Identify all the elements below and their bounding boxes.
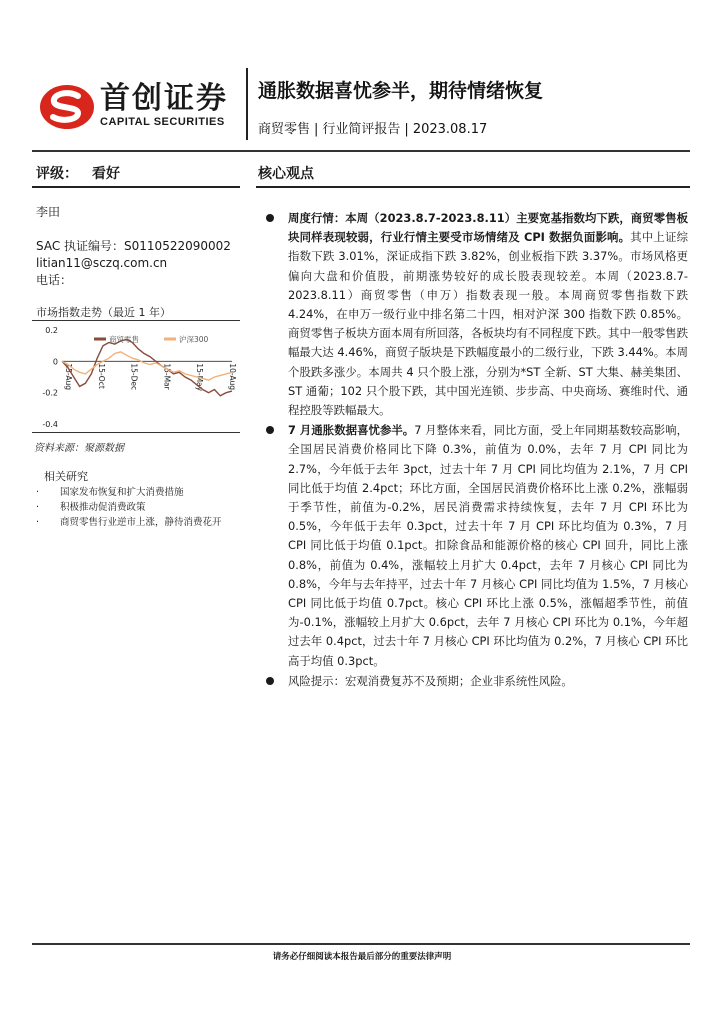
sidebar-rule bbox=[32, 186, 240, 188]
header-divider bbox=[246, 68, 248, 140]
related-item[interactable]: · 商贸零售行业逆市上涨，静待消费花开 bbox=[34, 516, 244, 529]
x-tick-label: 15-Dec bbox=[129, 363, 139, 391]
bullet-icon bbox=[266, 677, 274, 685]
point-text: 7 月整体来看，同比方面，受上年同期基数较高影响，全国居民消费价格同比下降 0.3%，前值为 0.0%，去年 7 月 CPI 同比为 2.7%，今年低于去年 3pct，过去十年 7 月 CPI 同比均值为 2.1%，7 月 CPI 同比低于均值 2.4pct；环比方面，全国居民消费价格环比上涨 0.2%，涨幅弱于季节性，前值为-0.2%，居民消费需求持续恢复，去年 7 月 CPI 环比为 0.5%，今年低于去年 0.3pct，过去十年 7 月 CPI 环比均值为 0.3%，7 月 CPI 同比低于均值 0.1pct。扣除食品和能源价格的核心 CPI 回升，同比上涨 0.8%，前值为 0.4%，涨幅较上月扩大 0.4pct，去年 7 月核心 CPI 同比为 0.8%，今年与去年持平，过去十年 7 月核心 CPI 同比均值为 1.5%，7 月核心 CPI 同比低于均值 0.7pct。核心 CPI 环比上涨 0.5%，涨幅超季节性，前值为-0.1%，涨幅较上月扩大 0.6pct，去年 7 月核心 CPI 环比为 0.1%，今年超过去年 0.4pct，过去十年 7 月核心 CPI 环比均值为 0.2%，7 月核心 CPI 环比高于均值 0.3pct。 bbox=[288, 423, 688, 668]
chart-top-rule bbox=[32, 320, 240, 321]
header-rule bbox=[32, 150, 690, 152]
chart-source: 资料来源：聚源数据 bbox=[34, 443, 124, 454]
report-title: 通胀数据喜忧参半，期待情绪恢复 bbox=[258, 80, 544, 102]
logo-mark-icon bbox=[38, 82, 96, 132]
series-line-2 bbox=[62, 352, 232, 380]
meta-report-type: 行业简评报告 bbox=[322, 122, 401, 137]
analyst-name: 李田 bbox=[36, 205, 61, 219]
x-tick-label: 15-Mar bbox=[162, 363, 172, 390]
x-tick-label: 15-May bbox=[195, 363, 205, 392]
legend-label: 沪深300 bbox=[179, 335, 209, 344]
meta-industry: 商贸零售 bbox=[258, 122, 311, 137]
footer-disclaimer: 请务必仔细阅读本报告最后部分的重要法律声明 bbox=[272, 952, 452, 962]
analyst-phone: 电话： bbox=[36, 273, 73, 287]
company-logo bbox=[38, 82, 238, 132]
x-tick-label: 15-Oct bbox=[96, 363, 106, 389]
rating bbox=[36, 163, 120, 183]
legend-label: 商贸零售 bbox=[109, 335, 139, 344]
meta-date: 2023.08.17 bbox=[412, 122, 488, 137]
x-tick-label: 15-Aug bbox=[64, 363, 73, 391]
chart-title: 市场指数走势（最近 1 年） bbox=[36, 306, 171, 319]
related-item[interactable]: · 国家发布恢复和扩大消费措施 bbox=[34, 486, 244, 499]
analyst-contact bbox=[36, 238, 231, 289]
y-tick-label: 0 bbox=[52, 357, 58, 367]
logo-brand-cn: 首创证券 bbox=[100, 81, 228, 116]
market-index-chart bbox=[32, 324, 240, 430]
y-tick-label: -0.4 bbox=[42, 420, 58, 429]
series-line-1 bbox=[62, 339, 232, 395]
report-meta: 商贸零售 | 行业简评报告 | 2023.08.17 bbox=[258, 122, 488, 137]
related-research-title: 相关研究 bbox=[44, 470, 88, 483]
chart-bottom-rule bbox=[32, 432, 240, 433]
bullet-icon bbox=[266, 426, 274, 434]
logo-brand-en: CAPITAL SECURITIES bbox=[100, 116, 225, 128]
section-title: 核心观点 bbox=[258, 166, 314, 182]
rating-label: 评级： bbox=[36, 166, 78, 182]
related-item[interactable]: · 积极推动促消费政策 bbox=[34, 501, 244, 514]
point-text: 其中上证综指数下跌 3.01%，深证成指下跌 3.82%，创业板指下跌 3.37%。市场风格更偏向大盘和价值股，前期涨势较好的成长股表现较差。本周（2023.8.7-2023.8.11）商贸零售（申万）指数表现一般。本周商贸零售指数下跌 4.24%，在申万一级行业中排名第二十四，相对沪深 300 指数下跌 0.85%。商贸零售子板块方面本周有所回落，各板块均有不同程度下跌。其中一般零售跌幅最大达 4.46%，商贸子版块是下跌幅度最小的二级行业，下跌 3.44%。本周个股跌多涨少。本周共 4 只个股上涨，分别为*ST 全新、ST 大集、赫美集团、ST 通葡；102 只个股下跌，其中国光连锁、步步高、中央商场、赛维时代、通程控股等跌幅最大。 bbox=[288, 230, 688, 418]
y-tick-label: 0.2 bbox=[45, 326, 58, 335]
point-inflation bbox=[262, 421, 688, 671]
x-tick-label: 10-Aug bbox=[228, 363, 237, 391]
related-research-list bbox=[34, 486, 244, 531]
main-rule bbox=[256, 186, 690, 188]
bullet-icon bbox=[266, 214, 274, 222]
point-lead: 7 月通胀数据喜忧参半。 bbox=[288, 423, 415, 438]
point-text: 风险提示：宏观消费复苏不及预期；企业非系统性风险。 bbox=[288, 673, 573, 688]
sac-number: SAC 执证编号：S0110522090002 bbox=[36, 239, 231, 253]
core-points-list bbox=[262, 209, 688, 692]
footer-rule bbox=[32, 943, 690, 945]
point-lead: 周度行情：本周（2023.8.7-2023.8.11）主要宽基指数均下跌，商贸零售板块同样表现较弱，行业行情主要受市场情绪及 CPI 数据负面影响。 bbox=[288, 211, 688, 245]
point-risk bbox=[262, 672, 688, 691]
rating-value: 看好 bbox=[92, 166, 120, 182]
y-tick-label: -0.2 bbox=[42, 388, 58, 398]
point-weekly-market bbox=[262, 209, 688, 420]
analyst-email[interactable]: litian11@sczq.com.cn bbox=[36, 256, 168, 270]
